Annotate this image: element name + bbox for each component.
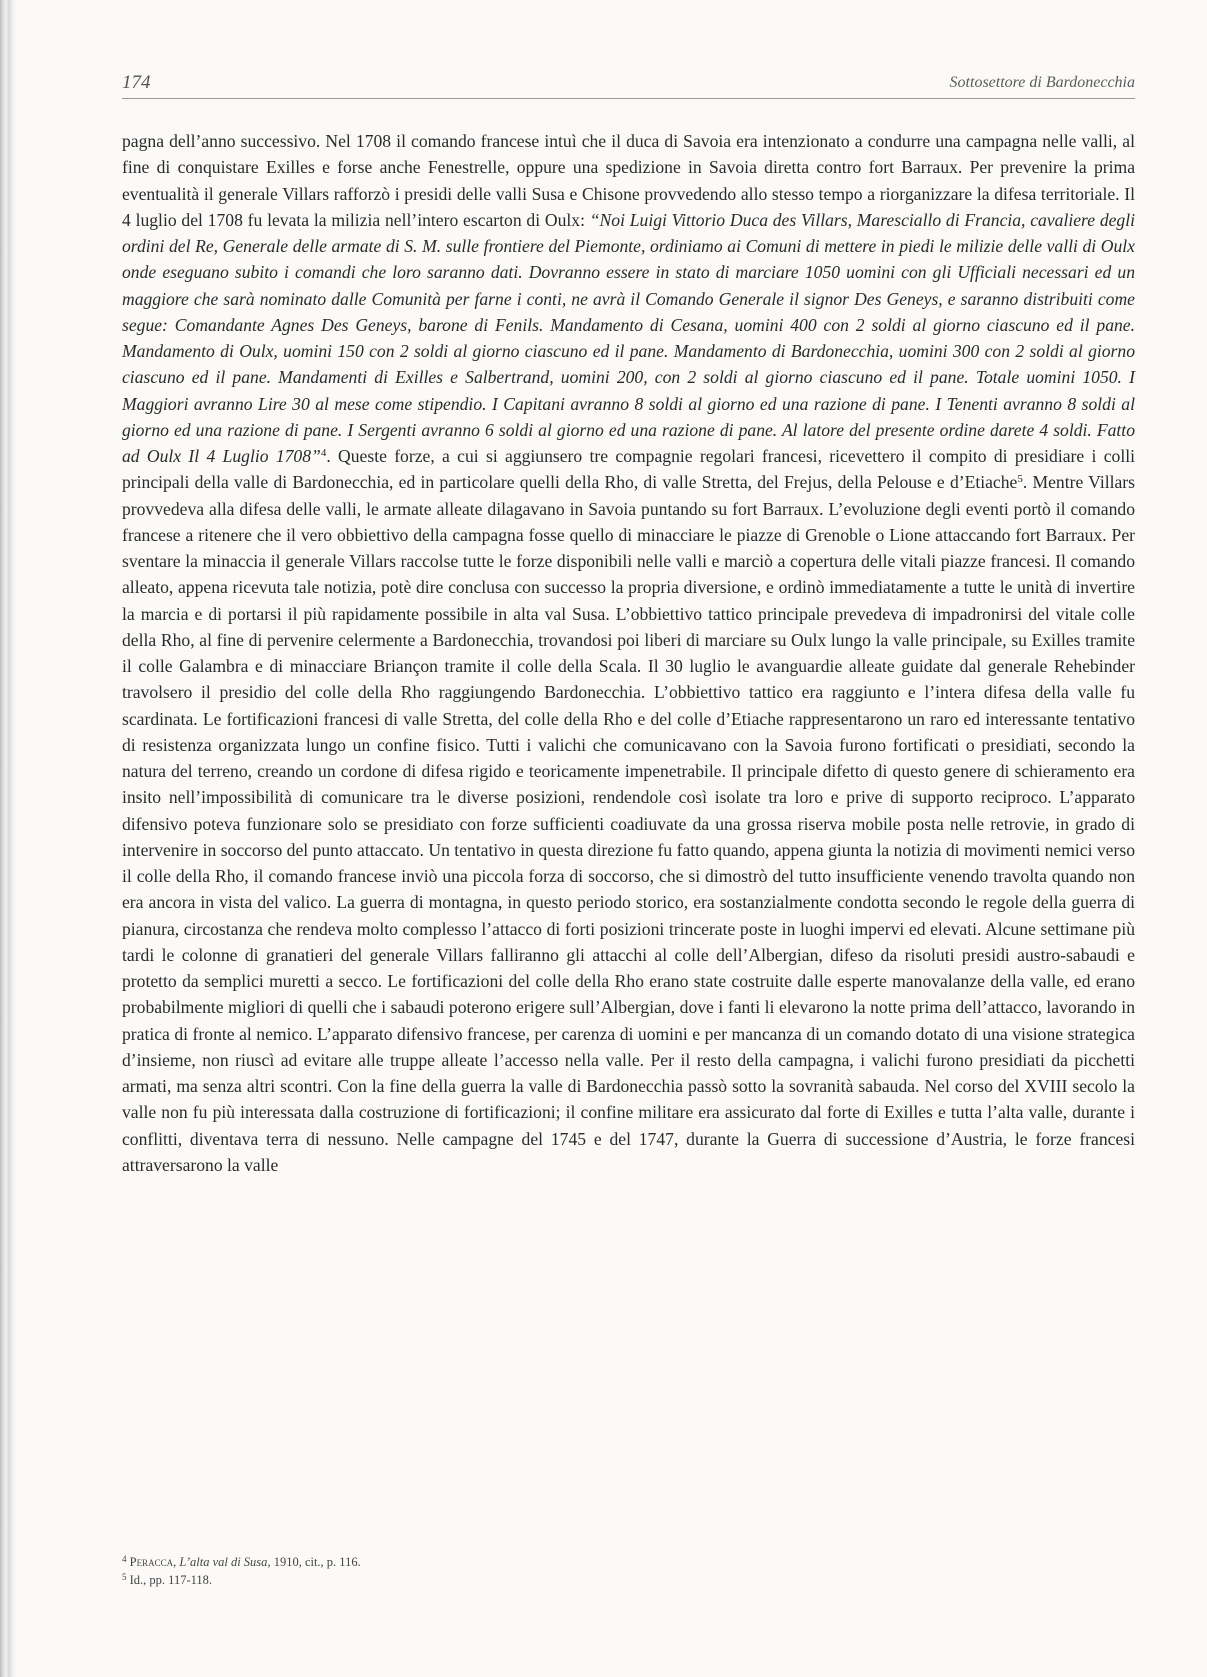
body-text	[122, 128, 1135, 1568]
footnote-marker: 5	[122, 1572, 127, 1582]
footnote-ref-4[interactable]: 4	[320, 447, 327, 459]
footnote-ref-5[interactable]: 5	[1017, 473, 1023, 486]
footnotes	[122, 1553, 822, 1589]
footnote-title: L’alta val di Susa	[179, 1555, 268, 1569]
footnote-4: $^4$ Peracca, L’alta val di Susa, 1910, cit., p. 116.	[122, 1554, 361, 1569]
footnote-citation: , 1910, cit., p. 116.	[267, 1555, 361, 1569]
page-header	[122, 70, 1135, 99]
page-number: 174	[122, 72, 151, 93]
footnote-text: Id., pp. 117-118.	[129, 1573, 213, 1587]
text-start: pagna dell’anno successivo. Nel 1708 il comando francese intuì che il duca di Savoia era intenzionato a condurre una campagna nelle valli, al fine di conquistare Exilles e forse anche Fenestrelle, oppure una spedizione in Savoia diretta contro fort Barraux. Per prevenire la prima eventualità il generale Villars rafforzò i presidi delle valli Susa e Chisone provvedendo allo stesso tempo a riorganizzare la difesa territoriale. Il 4 luglio del 1708 fu levata la milizia nell’intero escarton di Oulx:	[122, 131, 1135, 230]
book-binding-shadow	[0, 0, 16, 1677]
text-mid: . Queste forze, a cui si aggiunsero tre compagnie regolari francesi, ricevettero il compito di presidiare i colli principali della valle di Bardonecchia, ed in particolare quelli della Rho, di valle Stretta, del Frejus, della Pelouse e d’Etiache	[122, 446, 1135, 493]
main-paragraph	[122, 128, 1135, 1178]
militia-order-quote: “Noi Luigi Vittorio Duca des Villars, Maresciallo di Francia, cavaliere degli ordini del Re, Generale delle armate di S. M. sulle frontiere del Piemonte, ordiniamo ai Comuni di mettere in piedi le milizie delle valli di Oulx onde eseguano subito i comandi che loro saranno dati. Dovranno essere in stato di marciare 1050 uomini con gli Ufficiali necessari ed un maggiore che sarà nominato dalle Comunità per farne i conti, ne avrà il Comando Generale il signor Des Geneys, e saranno distribuiti come segue: Comandante Agnes Des Geneys, barone di Fenils. Mandamento di Cesana, uomini 400 con 2 soldi al giorno ciascuno ed il pane. Mandamento di Oulx, uomini 150 con 2 soldi al giorno ciascuno ed il pane. Mandamento di Bardonecchia, uomini 300 con 2 soldi al giorno ciascuno ed il pane. Mandamenti di Exilles e Salbertrand, uomini 200, con 2 soldi al giorno ciascuno ed il pane. Totale uomini 1050. I Maggiori avranno Lire 30 al mese come stipendio. I Capitani avranno 8 soldi al giorno ed una razione di pane. I Tenenti avranno 8 soldi al giorno ed una razione di pane. I Sergenti avranno 6 soldi al giorno ed una razione di pane. Al latore del presente ordine darete 4 soldi. Fatto ad Oulx Il 4 Luglio 1708”	[122, 209, 1135, 466]
footnote-5	[122, 1571, 822, 1589]
text-end: . Mentre Villars provvedeva alla difesa delle valli, le armate alleate dilagavano in Savoia puntando su fort Barraux. L’evoluzione degli eventi portò il comando francese a ritenere che il vero obbiettivo della campagna fosse quello di minacciare le piazze di Grenoble o Lione attaccando fort Barraux. Per sventare la minaccia il generale Villars raccolse tutte le forze disponibili nelle valli e marciò a copertura delle vitali piazze francesi. Il comando alleato, appena ricevuta tale notizia, potè dire conclusa con successo la propria diversione, e ordinò immediatamente a tutte le unità di invertire la marcia e di portarsi il più rapidamente possibile in alta val Susa. L’obbiettivo tattico principale prevedeva di impadronirsi del vitale colle della Rho, al fine di pervenire celermente a Bardonecchia, trovandosi poi liberi di marciare su Oulx lungo la valle principale, su Exilles tramite il colle Galambra e di minacciare Briançon tramite il colle della Scala. Il 30 luglio le avanguardie alleate guidate dal generale Rehebinder travolsero il presidio del colle della Rho raggiungendo Bardonecchia. L’obbiettivo tattico era raggiunto e l’intera difesa della valle fu scardinata. Le fortificazioni francesi di valle Stretta, del colle della Rho e del colle d’Etiache rappresentarono un raro ed interessante tentativo di resistenza organizzata lungo un confine fisico. Tutti i valichi che comunicavano con la Savoia furono fortificati o presidiati, secondo la natura del terreno, creando un cordone di difesa rigido e teoricamente impenetrabile. Il principale difetto di questo genere di schieramento era insito nell’impossibilità di comunicare tra le diverse posizioni, rendendole così isolate tra loro e prive di supporto reciproco. L’apparato difensivo poteva funzionare solo se presidiato con forze sufficienti coadiuvate da una grossa riserva mobile posta nelle retrovie, in grado di intervenire in soccorso del punto attaccato. Un tentativo in questa direzione fu fatto quando, appena giunta la notizia di movimenti nemici verso il colle della Rho, il comando francese inviò una piccola forza di soccorso, che si dimostrò del tutto insufficiente venendo travolta quando non era ancora in vista del valico. La guerra di montagna, in questo periodo storico, era sostanzialmente condotta secondo le regole della guerra di pianura, circostanza che rendeva molto complesso l’attacco di forti posizioni trincerate poste in luoghi impervi ed elevati. Alcune settimane più tardi le colonne di granatieri del generale Villars falliranno gli attacchi al colle dell’Albergian, difeso da risoluti presidi austro-sabaudi e protetto da semplici muretti a secco. Le fortificazioni del colle della Rho erano state costruite dalle esperte manovalanze della valle, ed erano probabilmente migliori di quelli che i sabaudi poterono erigere sull’Albergian, dove i fanti li elevarono la notte prima dell’attacco, lavorando in pratica di fronte al nemico. L’apparato difensivo francese, per carenza di uomini e per mancanza di un comando dotato di una visione strategica d’insieme, non riuscì ad evitare alle truppe alleate l’accesso nella valle. Per il resto della campagna, i valichi furono presidiati da picchetti armati, ma senza altri scontri. Con la fine della guerra la valle di Bardonecchia passò sotto la sovranità sabauda. Nel corso del XVIII secolo la valle non fu più interessata dalla costruzione di fortificazioni; il confine militare era assicurato dal forte di Exilles e tutta l’alta valle, durante i conflitti, diventava terra di nessuno. Nelle campagne del 1745 e del 1747, durante la Guerra di successione d’Austria, le forze francesi attraversarono la valle	[122, 472, 1135, 1175]
running-head: Sottosettore di Bardonecchia	[949, 74, 1135, 91]
footnote-marker: 4	[122, 1554, 127, 1564]
footnote-author: Peracca	[129, 1555, 174, 1569]
